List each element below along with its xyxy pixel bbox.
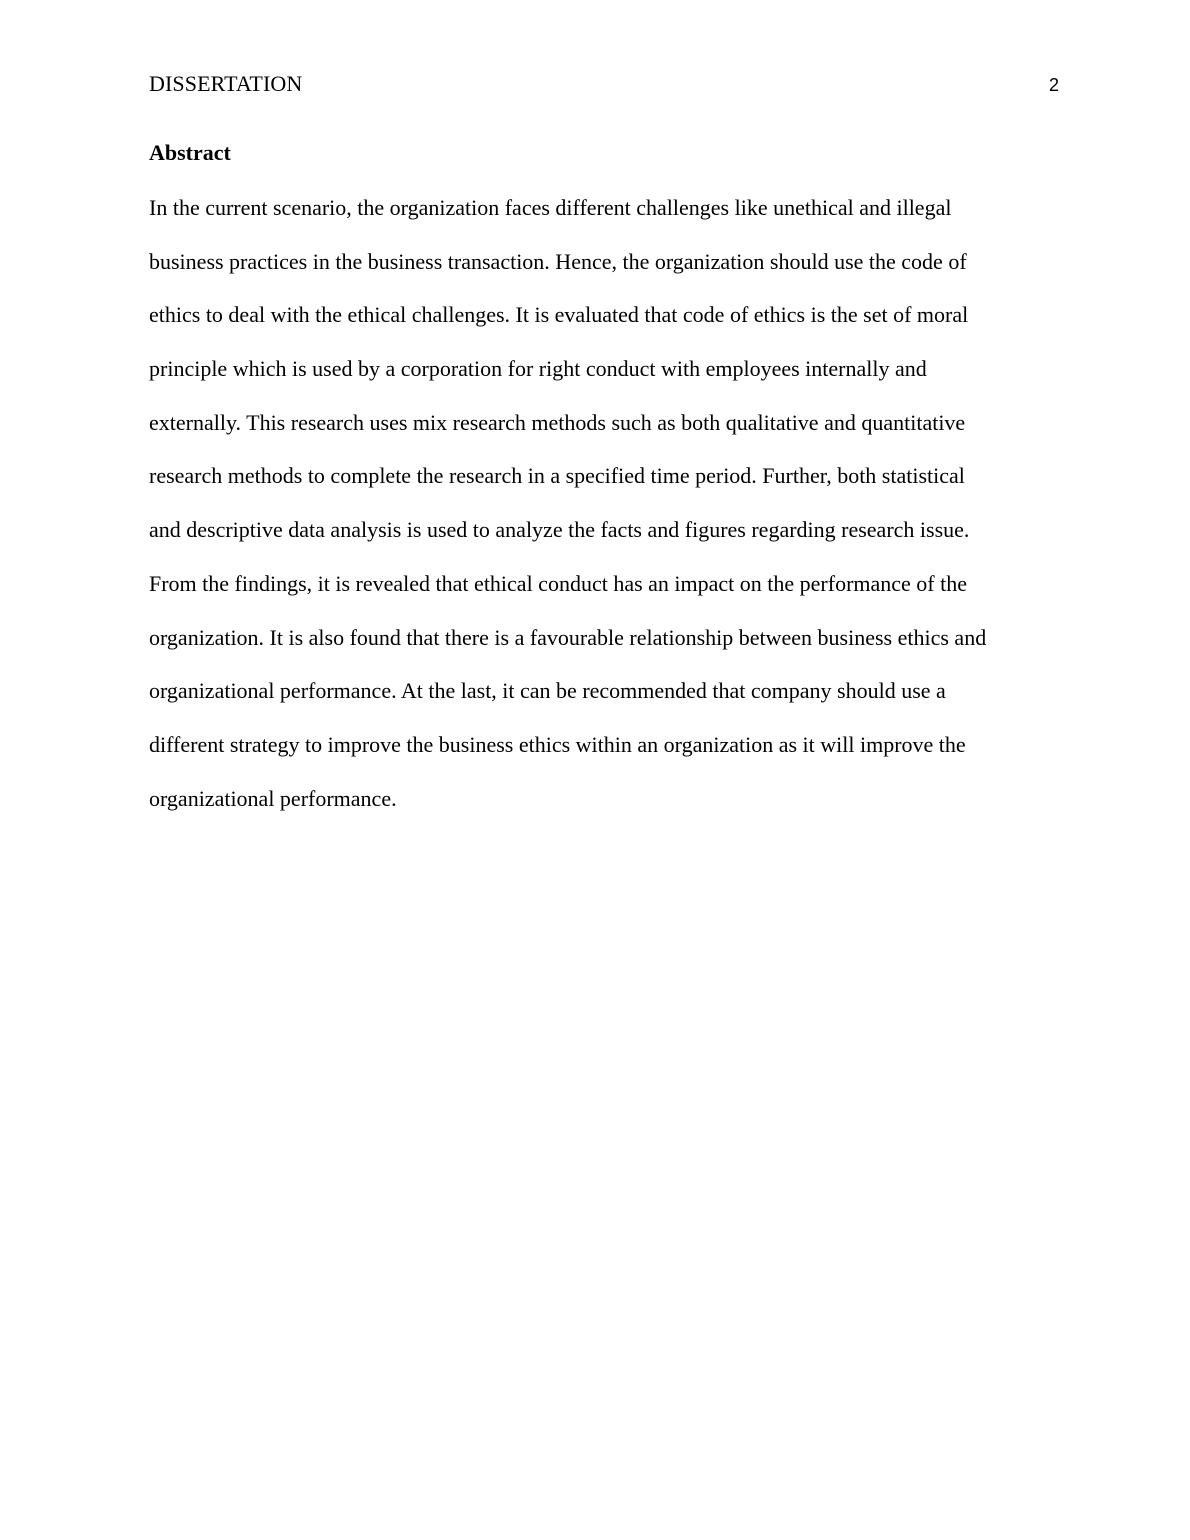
paragraph-line: ethics to deal with the ethical challenges. It is evaluated that code of ethics is the set of moral [149,302,969,328]
paragraph-line: principle which is used by a corporation for right conduct with employees internally and [149,356,927,382]
paragraph-line: organization. It is also found that there is a favourable relationship between business ethics and [149,624,987,650]
page-number: 2 [1048,75,1059,95]
paragraph-line: business practices in the business transaction. Hence, the organization should use the code of [149,248,967,274]
running-head: DISSERTATION [149,71,303,96]
paragraph-line: From the findings, it is revealed that ethical conduct has an impact on the performance of the [149,570,968,596]
paragraph-line: research methods to complete the research in a specified time period. Further, both statistical [149,463,965,489]
paragraph-line: different strategy to improve the business ethics within an organization as it will improve the [149,731,966,757]
paragraph-line: organizational performance. [149,785,397,811]
paragraph-line: and descriptive data analysis is used to analyze the facts and figures regarding research issue. [149,517,970,543]
paragraph-line: externally. This research uses mix research methods such as both qualitative and quantitative [149,409,966,435]
paragraph-line: organizational performance. At the last, it can be recommended that company should use a [149,678,946,704]
section-heading: Abstract [149,140,231,165]
abstract-paragraph [149,180,1049,824]
paragraph-line: In the current scenario, the organization faces different challenges like unethical and illegal [149,195,952,220]
